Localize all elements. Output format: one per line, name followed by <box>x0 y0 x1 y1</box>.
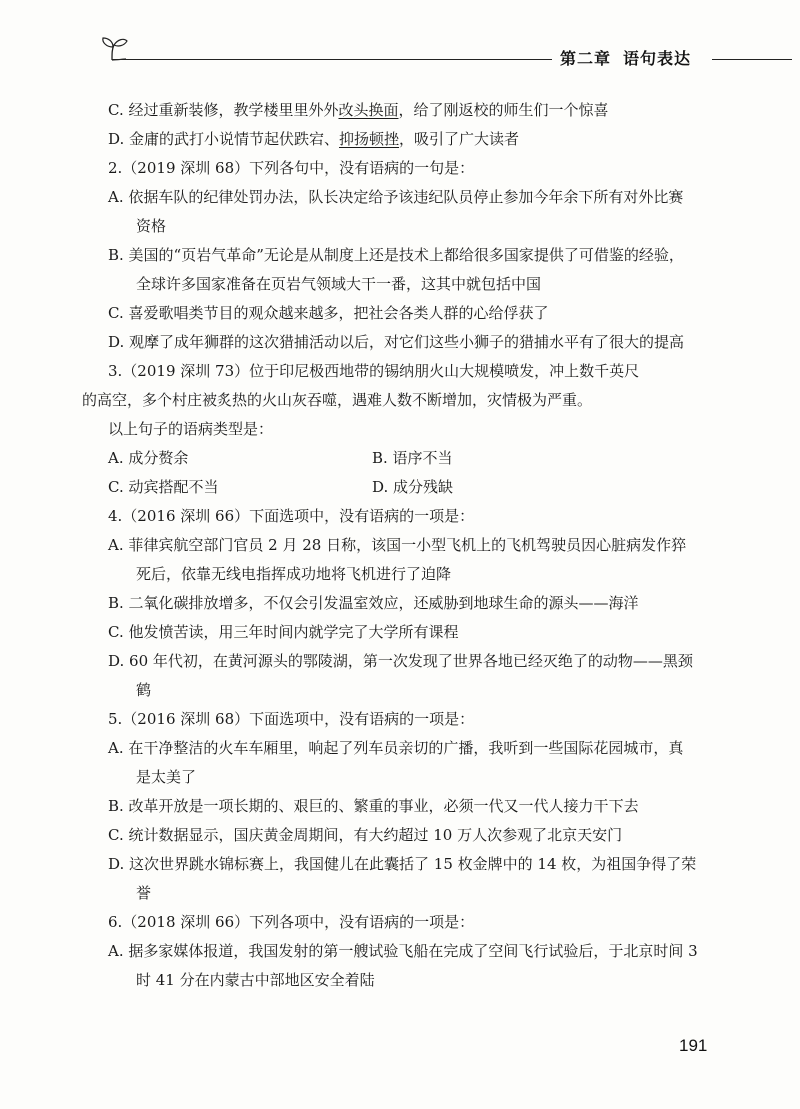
option-line: A. 菲律宾航空部门官员 2 月 28 日称，该国一小型飞机上的飞机驾驶员因心脏病发作猝死后，依靠无线电指挥成功地将飞机进行了迫降 <box>108 536 687 583</box>
question-stem: 6.（2018 深圳 66）下列各项中，没有语病的一项是： <box>108 913 475 931</box>
header-rule-right <box>712 59 792 60</box>
option-a: A. 成分赘余 <box>108 449 189 467</box>
chapter-title: 语句表达 <box>623 49 692 68</box>
page-number: 191 <box>679 1036 708 1055</box>
chapter-number: 第二章 <box>560 49 612 68</box>
page-header <box>0 0 800 80</box>
option-line: C. 喜爱歌唱类节目的观众越来越多，把社会各类人群的心给俘获了 <box>108 304 549 322</box>
option-line: A. 据多家媒体报道，我国发射的第一艘试验飞船在完成了空间飞行试验后，于北京时间 3 时 41 分在内蒙古中部地区安全着陆 <box>108 942 698 989</box>
underlined-phrase: 改头换面 <box>338 101 399 119</box>
header-rule-left <box>112 59 552 60</box>
option-line: C. 统计数据显示，国庆黄金周期间，有大约超过 10 万人次参观了北京天安门 <box>108 826 623 844</box>
option-row <box>108 473 698 502</box>
question-stem: 2.（2019 深圳 68）下列各句中，没有语病的一句是： <box>108 159 475 177</box>
underlined-phrase: 抑扬顿挫 <box>339 130 400 148</box>
option-line: D. 60 年代初，在黄河源头的鄂陵湖，第一次发现了世界各地已经灭绝了的动物——黑颈鹤 <box>108 652 693 699</box>
question-stem: 4.（2016 深圳 66）下面选项中，没有语病的一项是： <box>108 507 475 525</box>
option-line: A. 依据车队的纪律处罚办法，队长决定给予该违纪队员停止参加今年余下所有对外比赛资格 <box>108 188 684 235</box>
question-stem: 5.（2016 深圳 68）下面选项中，没有语病的一项是： <box>108 710 475 728</box>
option-line: B. 二氧化碳排放增多，不仅会引发温室效应，还威胁到地球生命的源头——海洋 <box>108 594 639 612</box>
option-row <box>108 444 698 473</box>
option-line: D. 金庸的武打小说情节起伏跌宕、抑扬顿挫，吸引了广大读者 <box>108 130 520 148</box>
chapter-heading <box>560 46 691 69</box>
option-line: B. 美国的“页岩气革命”无论是从制度上还是技术上都给很多国家提供了可借鉴的经验，全球许多国家准备在页岩气领域大干一番，这其中就包括中国 <box>108 246 684 293</box>
page-body <box>82 96 698 995</box>
option-b: B. 语序不当 <box>372 449 453 467</box>
question-stem: 3.（2019 深圳 73）位于印尼极西地带的锡纳朋火山大规模喷发，冲上数千英尺 <box>108 362 640 380</box>
question-prompt: 以上句子的语病类型是： <box>108 420 274 438</box>
option-line: A. 在干净整洁的火车车厢里，响起了列车员亲切的广播，我听到一些国际花园城市，真是太美了 <box>108 739 684 786</box>
option-line: D. 这次世界跳水锦标赛上，我国健儿在此囊括了 15 枚金牌中的 14 枚，为祖国争得了荣誉 <box>108 855 697 902</box>
option-line: C. 经过重新装修，教学楼里里外外改头换面，给了刚返校的师生们一个惊喜 <box>108 101 609 119</box>
question-stem-cont: 的高空，多个村庄被炙热的火山灰吞噬，遇难人数不断增加，灾情极为严重。 <box>82 391 593 409</box>
option-line: D. 观摩了成年狮群的这次猎捕活动以后，对它们这些小狮子的猎捕水平有了很大的提高 <box>108 333 685 351</box>
option-line: C. 他发愤苦读，用三年时间内就学完了大学所有课程 <box>108 623 459 641</box>
option-line: B. 改革开放是一项长期的、艰巨的、繁重的事业，必须一代又一代人接力干下去 <box>108 797 639 815</box>
option-d: D. 成分残缺 <box>372 478 454 496</box>
option-c: C. 动宾搭配不当 <box>108 478 219 496</box>
